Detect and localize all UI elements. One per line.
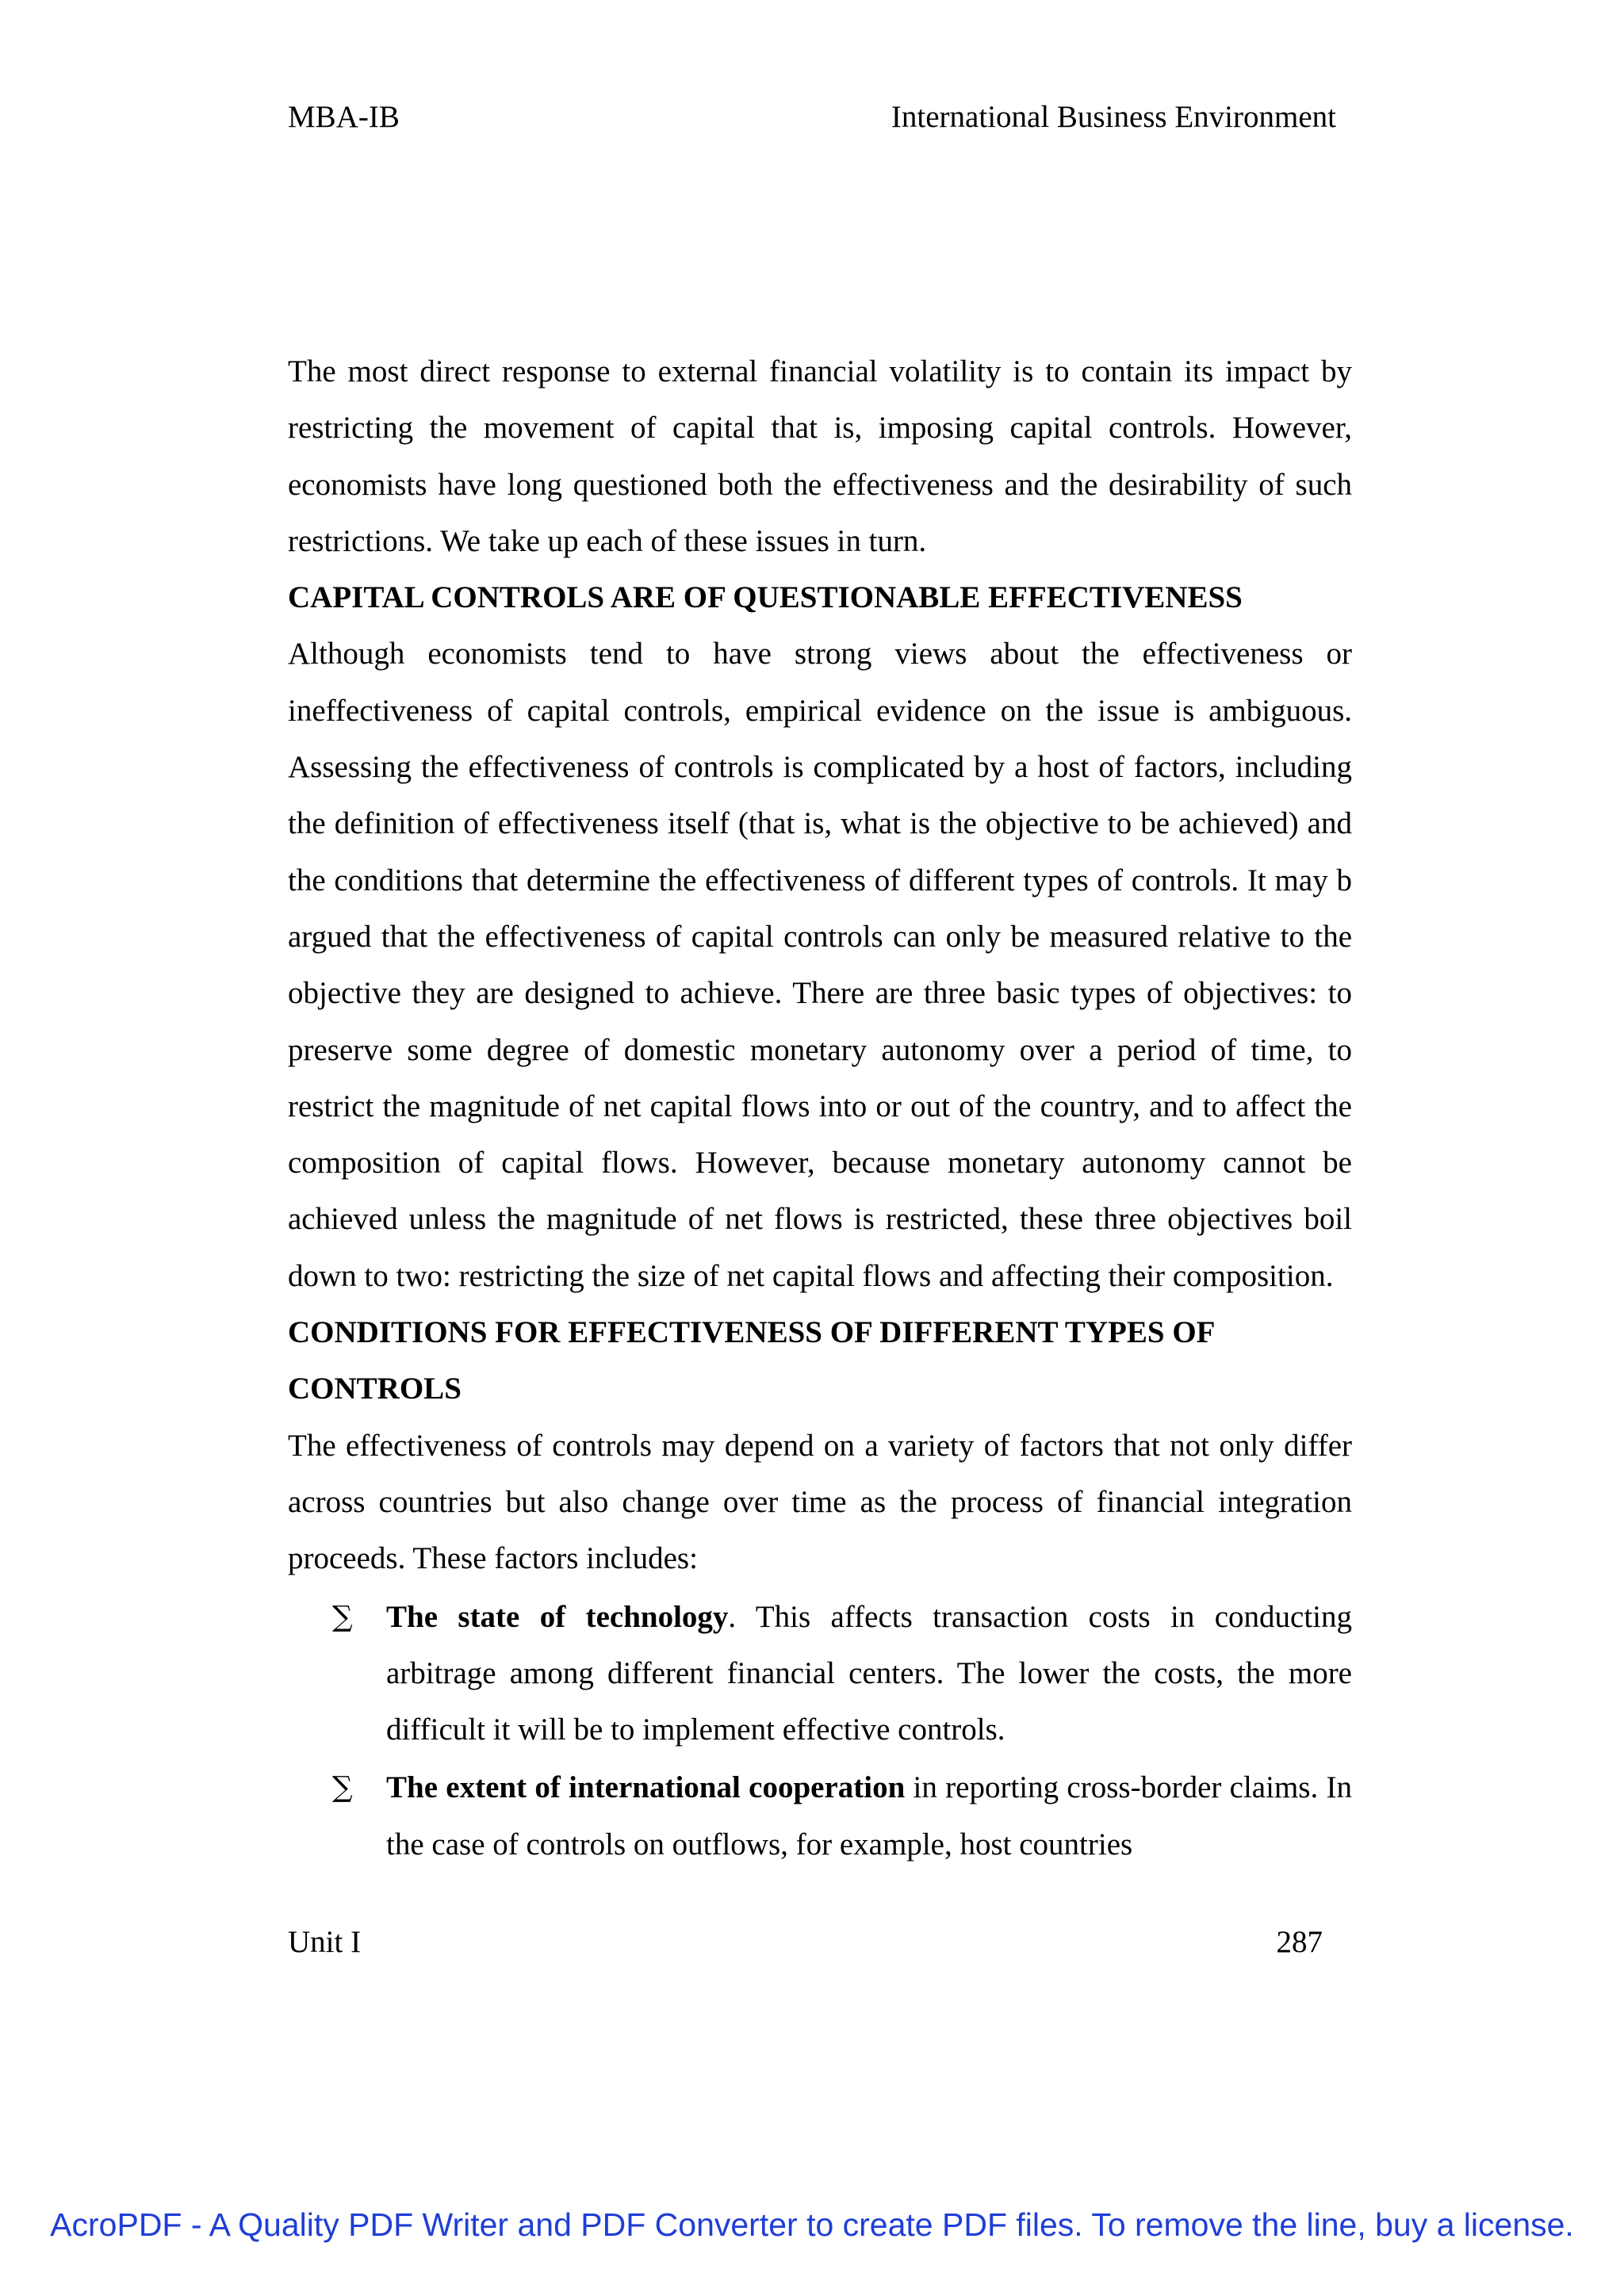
footer-unit: Unit I (288, 1925, 362, 1959)
header-course-code: MBA-IB (288, 100, 400, 134)
section-paragraph-conditions: The effectiveness of controls may depend on a variety of factors that not only differ across countries but also change over time as the process of financial integration proceeds. These factors includes: (288, 1428, 1352, 1576)
header-course-title: International Business Environment (891, 100, 1336, 134)
sigma-bullet-icon: ∑ (332, 1600, 353, 1633)
intro-paragraph: The most direct response to external financial volatility is to contain its impact by restricting the movement of capital that is, imposing capital controls. However, economists have long questioned both the effectiveness and the desirability of such restrictions. We take up each of these issues in turn. (288, 354, 1352, 558)
list-item (288, 1589, 1352, 1758)
factors-list (288, 1589, 1352, 1873)
acropdf-watermark-line: AcroPDF - A Quality PDF Writer and PDF Converter to create PDF files. To remove the line, buy a license. (50, 2206, 1574, 2243)
section-heading-capital-controls: CAPITAL CONTROLS ARE OF QUESTIONABLE EFFECTIVENESS (288, 580, 1243, 615)
sigma-bullet-icon: ∑ (332, 1771, 353, 1804)
list-item-bold-term: The extent of international cooperation (386, 1770, 906, 1805)
list-item-bold-term: The state of technology (386, 1599, 729, 1634)
section-heading-conditions: CONDITIONS FOR EFFECTIVENESS OF DIFFERENT TYPES OF CONTROLS (288, 1315, 1215, 1406)
page-body (288, 343, 1352, 1874)
page-number: 287 (1276, 1925, 1323, 1959)
list-item (288, 1759, 1352, 1873)
list-item-text: in reporting cross-border claims. In the case of controls on outflows, for example, host countries (386, 1770, 1352, 1862)
list-item-text: . This affects transaction costs in conducting arbitrage among different financial centers. The lower the costs, the more difficult it will be to implement effective controls. (386, 1599, 1352, 1747)
section-paragraph-capital-controls: Although economists tend to have strong views about the effectiveness or ineffectiveness of capital controls, empirical evidence on the issue is ambiguous. Assessing the effectiveness of controls is complicated by a host of factors, including the definition of effectiveness itself (that is, what is the objective to be achieved) and the conditions that determine the effectiveness of different types of controls. It may b argued that the effectiveness of capital controls can only be measured relative to the objective they are designed to achieve. There are three basic types of objectives: to preserve some degree of domestic monetary autonomy over a period of time, to restrict the magnitude of net capital flows into or out of the country, and to affect the composition of capital flows. However, because monetary autonomy cannot be achieved unless the magnitude of net flows is restricted, these three objectives boil down to two: restricting the size of net capital flows and affecting their composition. (288, 637, 1352, 1293)
